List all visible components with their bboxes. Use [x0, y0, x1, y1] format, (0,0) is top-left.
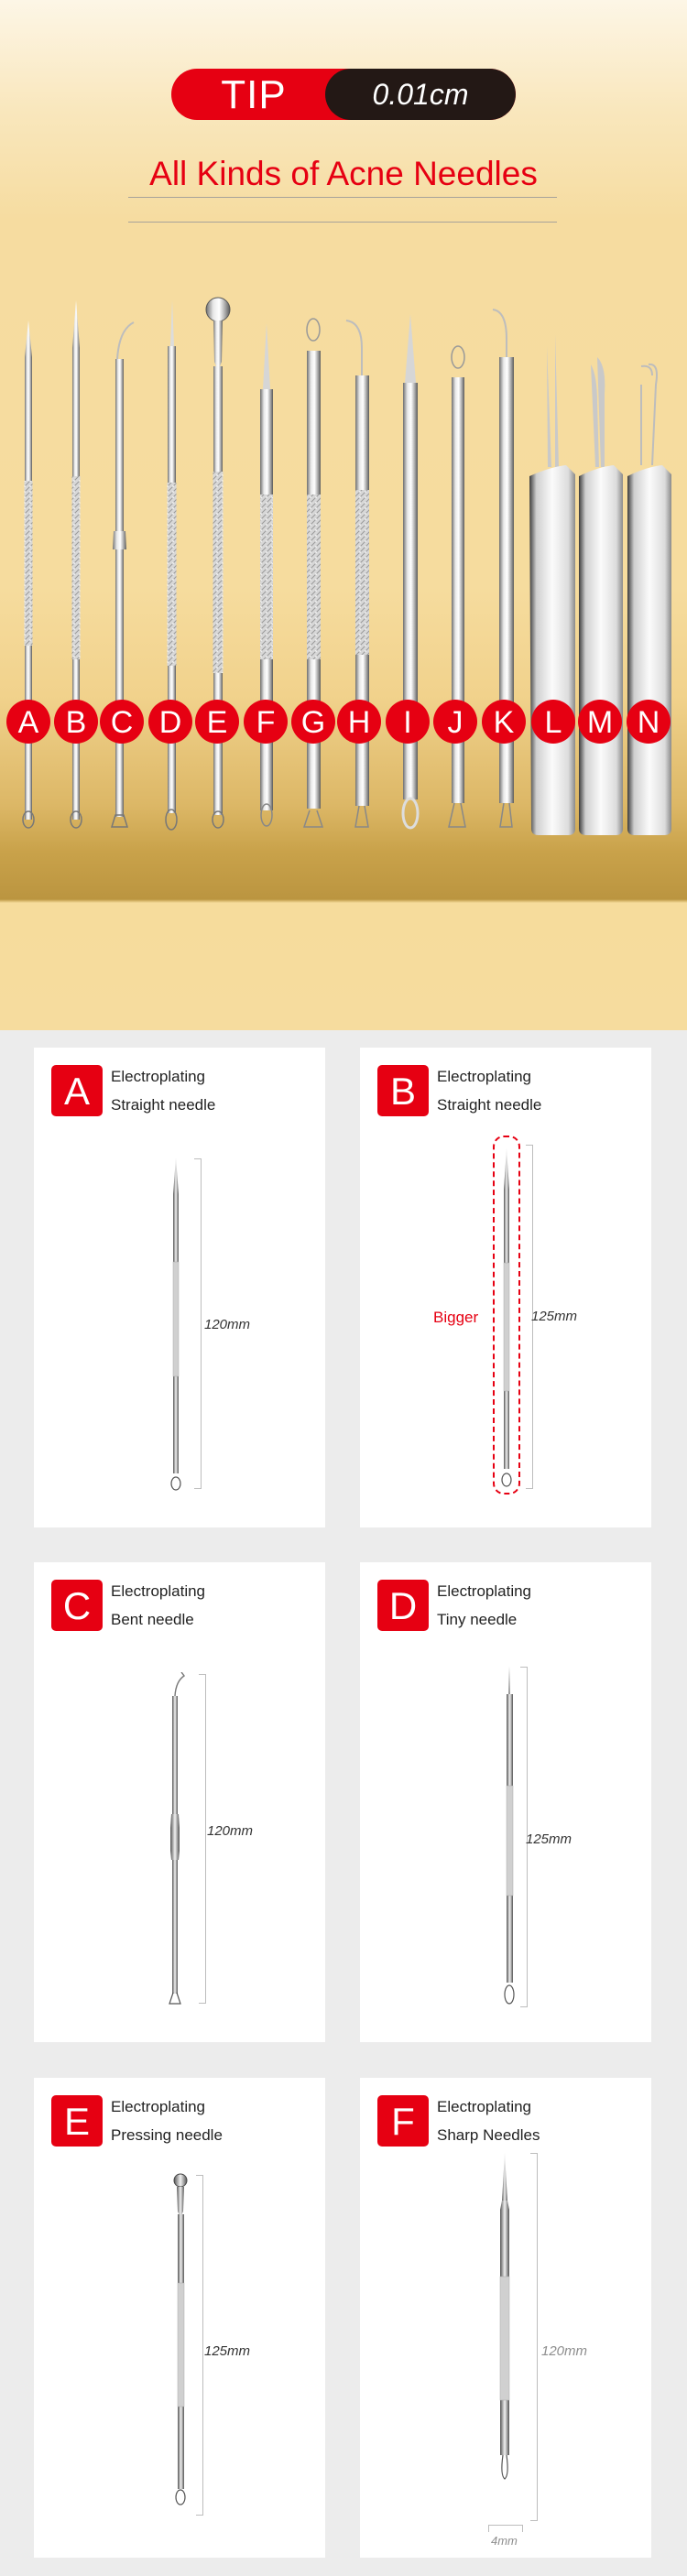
card-finish: Electroplating — [111, 2098, 206, 2115]
tool-c — [112, 322, 134, 827]
product-card-b — [360, 1048, 651, 1527]
card-needle-type: Sharp Needles — [437, 2126, 540, 2144]
length-bracket — [199, 1674, 206, 2004]
card-needle-type: Tiny needle — [437, 1611, 518, 1628]
tools-illustration — [0, 293, 687, 842]
length-label: 125mm — [204, 2343, 251, 2359]
card-needle-type: Straight needle — [437, 1096, 542, 1114]
tool-g — [304, 319, 322, 827]
product-card-a — [34, 1048, 325, 1527]
tool-j — [449, 346, 465, 827]
length-label: 125mm — [526, 1831, 572, 1847]
tip-pill — [171, 69, 516, 120]
letter-badge-b: B — [54, 700, 98, 744]
letter-badge-m: M — [578, 700, 622, 744]
card-letter-badge: C — [51, 1580, 103, 1631]
card-needle-type: Pressing needle — [111, 2126, 223, 2144]
divider — [128, 197, 557, 198]
letter-badge-e: E — [195, 700, 239, 744]
product-card-d — [360, 1562, 651, 2042]
tool-h — [346, 321, 369, 827]
card-finish: Electroplating — [111, 1068, 206, 1085]
letter-badge-l: L — [531, 700, 575, 744]
tip-value: 0.01cm — [325, 69, 516, 120]
tool-b — [71, 300, 82, 828]
straight-needle-icon — [169, 1158, 182, 1493]
length-label: 120mm — [207, 1823, 254, 1839]
letter-badge-h: H — [337, 700, 381, 744]
width-label: 4mm — [491, 2534, 518, 2548]
letter-badge-d: D — [148, 700, 192, 744]
product-card-f — [360, 2078, 651, 2558]
product-card-c — [34, 1562, 325, 2042]
length-bracket — [194, 1158, 202, 1489]
divider — [128, 222, 557, 223]
card-needle-type: Bent needle — [111, 1611, 194, 1628]
tool-i — [403, 314, 418, 828]
length-bracket — [530, 2153, 538, 2521]
tool-d — [166, 300, 177, 830]
card-finish: Electroplating — [437, 1582, 532, 1600]
letter-badge-c: C — [100, 700, 144, 744]
letter-badge-f: F — [244, 700, 288, 744]
page-title: All Kinds of Acne Needles — [149, 155, 538, 192]
letter-badge-j: J — [433, 700, 477, 744]
length-bracket — [196, 2175, 203, 2516]
straight-needle-icon — [500, 1148, 513, 1489]
sharp-needle-icon — [496, 2153, 513, 2494]
card-letter-badge: A — [51, 1065, 103, 1116]
card-finish: Electroplating — [437, 2098, 532, 2115]
tool-e — [206, 298, 230, 828]
card-letter-badge: F — [377, 2095, 429, 2147]
width-bracket — [488, 2525, 523, 2532]
pressing-needle-icon — [171, 2173, 190, 2508]
tip-label: TIP — [221, 72, 287, 117]
tool-l — [529, 334, 575, 835]
card-needle-type: Straight needle — [111, 1096, 216, 1114]
tiny-needle-icon — [503, 1667, 516, 2007]
card-finish: Electroplating — [111, 1582, 206, 1600]
bigger-label: Bigger — [433, 1309, 479, 1326]
length-label: 125mm — [531, 1309, 578, 1324]
letter-badge-a: A — [6, 700, 50, 744]
card-letter-badge: B — [377, 1065, 429, 1116]
tool-k — [493, 310, 514, 827]
tool-m — [579, 357, 623, 835]
card-finish: Electroplating — [437, 1068, 532, 1085]
card-letter-badge: D — [377, 1580, 429, 1631]
tool-n — [627, 364, 671, 835]
tool-a — [23, 321, 34, 828]
letter-badge-k: K — [482, 700, 526, 744]
tool-f — [260, 323, 273, 826]
length-label: 120mm — [204, 1317, 251, 1332]
letter-badge-i: I — [386, 700, 430, 744]
length-label: 120mm — [541, 2343, 588, 2359]
card-letter-badge: E — [51, 2095, 103, 2147]
letter-badge-n: N — [627, 700, 671, 744]
product-card-e — [34, 2078, 325, 2558]
hero-banner — [0, 0, 687, 1030]
bent-needle-icon — [169, 1672, 187, 2007]
letter-badge-g: G — [291, 700, 335, 744]
tool-lineup — [0, 293, 687, 842]
